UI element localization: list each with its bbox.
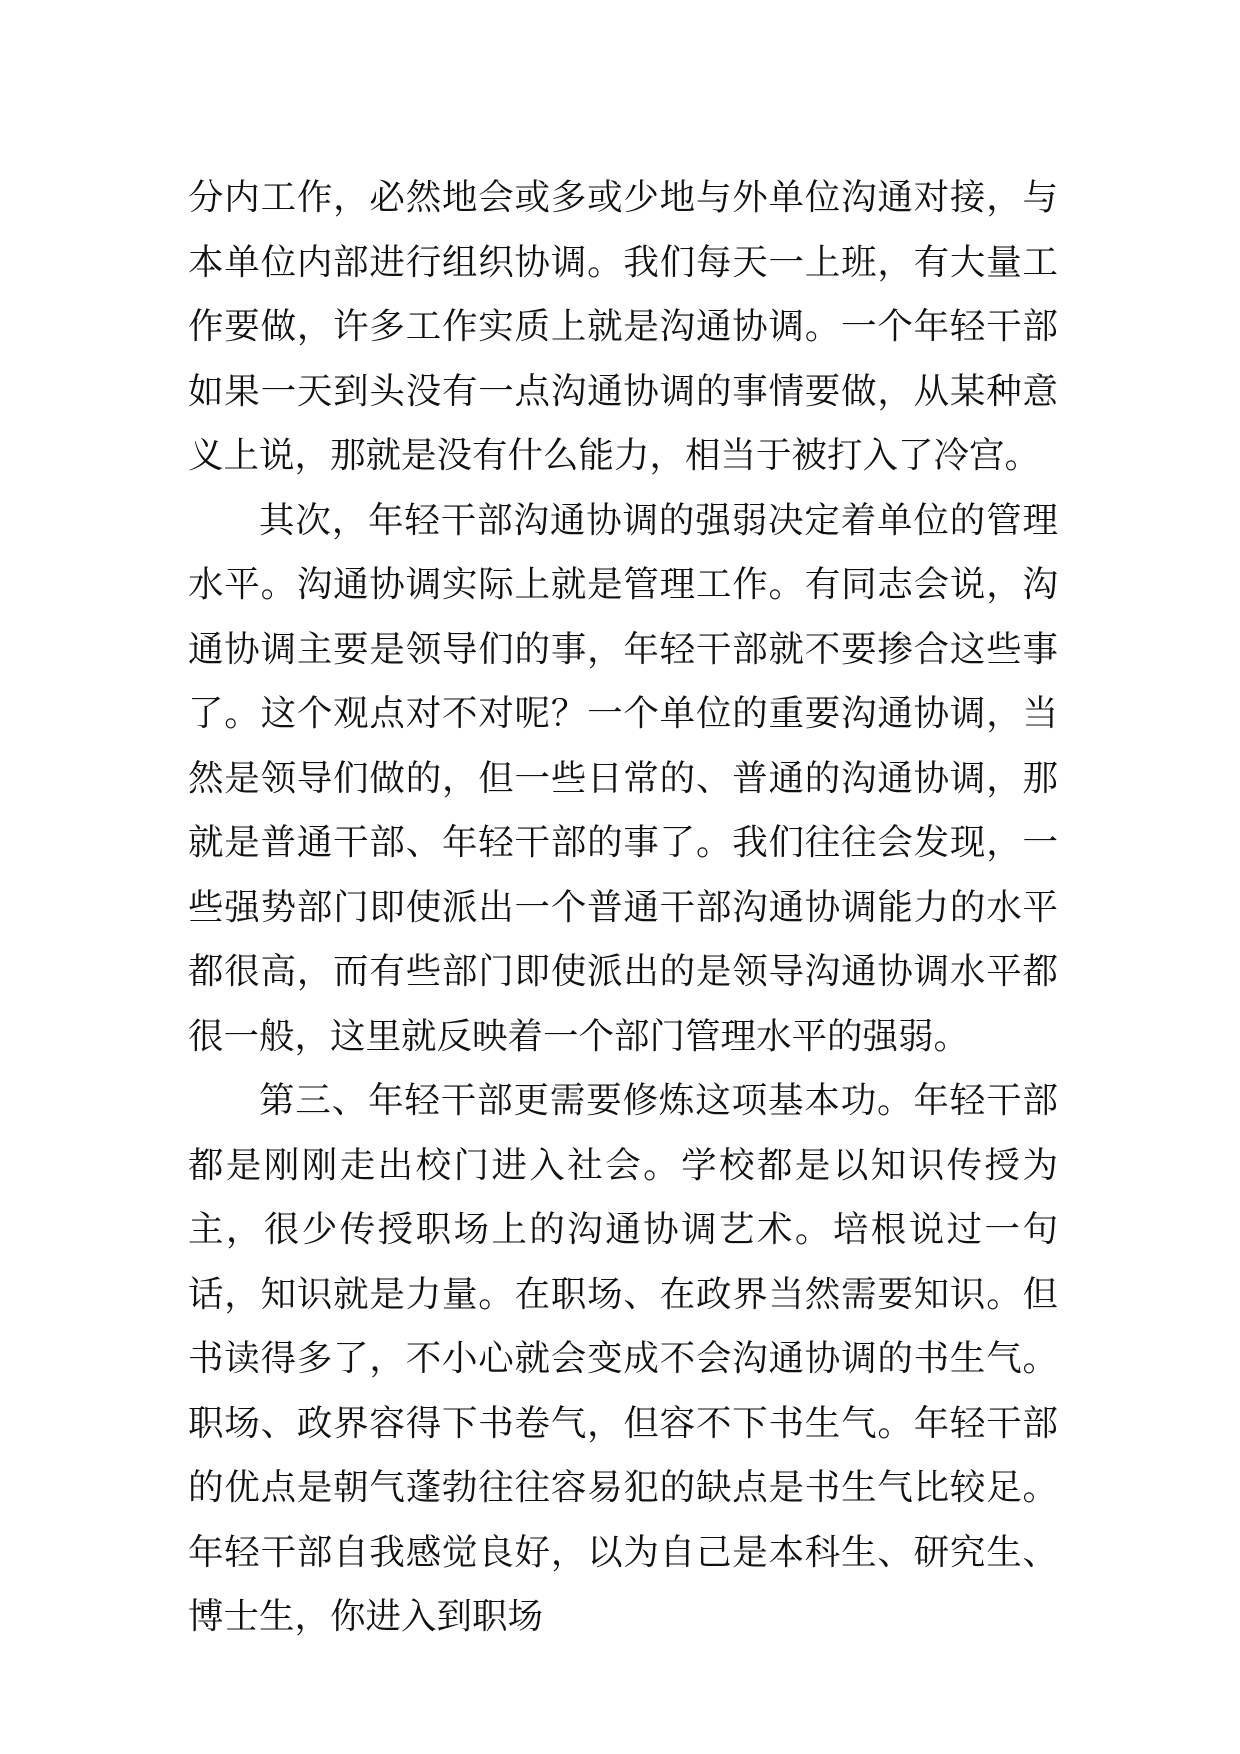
body-text xyxy=(188,166,1058,1650)
paragraph-continuation: 分内工作，必然地会或多或少地与外单位沟通对接，与本单位内部进行组织协调。我们每天一上班，有大量工作要做，许多工作实质上就是沟通协调。一个年轻干部如果一天到头没有一点沟通协调的事情要做，从某种意义上说，那就是没有什么能力，相当于被打入了冷宫。 xyxy=(188,177,1058,476)
paragraph-third-point: 第三、年轻干部更需要修炼这项基本功。年轻干部都是刚刚走出校门进入社会。学校都是以知识传授为主，很少传授职场上的沟通协调艺术。培根说过一句话，知识就是力量。在职场、在政界当然需要知识。但书读得多了，不小心就会变成不会沟通协调的书生气。职场、政界容得下书卷气，但容不下书生气。年轻干部的优点是朝气蓬勃往往容易犯的缺点是书生气比较足。年轻干部自我感觉良好，以为自己是本科生、研究生、博士生，你进入到职场 xyxy=(188,1080,1058,1637)
paragraph-second-point: 其次，年轻干部沟通协调的强弱决定着单位的管理水平。沟通协调实际上就是管理工作。有同志会说，沟通协调主要是领导们的事，年轻干部就不要掺合这些事了。这个观点对不对呢？一个单位的重要沟通协调，当然是领导们做的，但一些日常的、普通的沟通协调，那就是普通干部、年轻干部的事了。我们往往会发现，一些强势部门即使派出一个普通干部沟通协调能力的水平都很高，而有些部门即使派出的是领导沟通协调水平都很一般，这里就反映着一个部门管理水平的强弱。 xyxy=(188,499,1058,1057)
